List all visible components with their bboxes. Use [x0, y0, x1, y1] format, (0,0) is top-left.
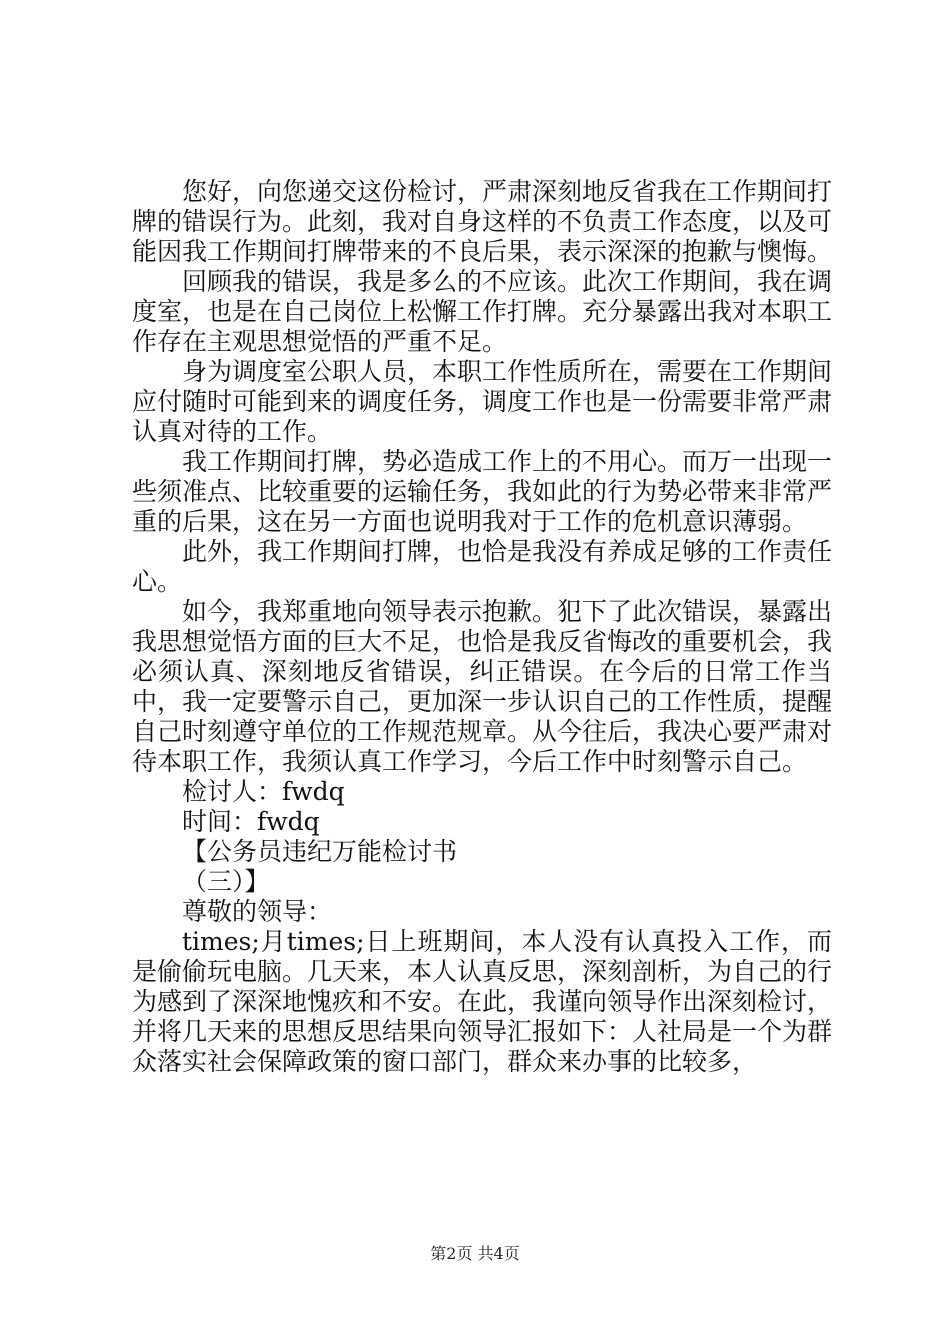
paragraph-6: 如今，我郑重地向领导表示抱歉。犯下了此次错误，暴露出我思想觉悟方面的巨大不足，也恰是我反省悔改的重要机会，我必须认真、深刻地反省错误，纠正错误。在今后的日常工作当中，我一定要警示自己，更加深一步认识自己的工作性质，提醒自己时刻遵守单位的工作规范规章。从今往后，我决心要严肃对待本职工作，我须认真工作学习，今后工作中时刻警示自己。	[132, 597, 833, 776]
date-line: 时间：fwdq	[182, 807, 320, 836]
section-title: 【公务员违纪万能检讨书	[182, 837, 458, 866]
paragraph-3: 身为调度室公职人员，本职工作性质所在，需要在工作期间应付随时可能到来的调度任务，调度工作也是一份需要非常严肃认真对待的工作。	[132, 357, 833, 446]
salutation: 尊敬的领导：	[182, 897, 333, 926]
paragraph-4: 我工作期间打牌，势必造成工作上的不用心。而万一出现一些须准点、比较重要的运输任务，我如此的行为势必带来非常严重的后果，这在另一方面也说明我对于工作的危机意识薄弱。	[132, 447, 833, 536]
paragraph-2: 回顾我的错误，我是多么的不应该。此次工作期间，我在调度室，也是在自己岗位上松懈工作打牌。充分暴露出我对本职工作存在主观思想觉悟的严重不足。	[132, 267, 833, 356]
paragraph-body: times;月times;日上班期间，本人没有认真投入工作，而是偷偷玩电脑。几天来，本人认真反思，深刻剖析，为自己的行为感到了深深地愧疚和不安。在此，我谨向领导作出深刻检讨，并将几天来的思想反思结果向领导汇报如下：人社局是一个为群众落实社会保障政策的窗口部门，群众来办事的比较多，	[132, 927, 833, 1076]
paragraph-1: 您好，向您递交这份检讨，严肃深刻地反省我在工作期间打牌的错误行为。此刻，我对自身这样的不负责工作态度，以及可能因我工作期间打牌带来的不良后果，表示深深的抱歉与懊悔。	[132, 177, 833, 266]
page-number: 第2页 共4页	[430, 1244, 520, 1263]
paragraph-5: 此外，我工作期间打牌，也恰是我没有养成足够的工作责任心。	[132, 537, 833, 596]
signature-line: 检讨人：fwdq	[182, 777, 345, 806]
document-body	[132, 177, 832, 1077]
section-title-continued: （三）】	[182, 867, 270, 896]
